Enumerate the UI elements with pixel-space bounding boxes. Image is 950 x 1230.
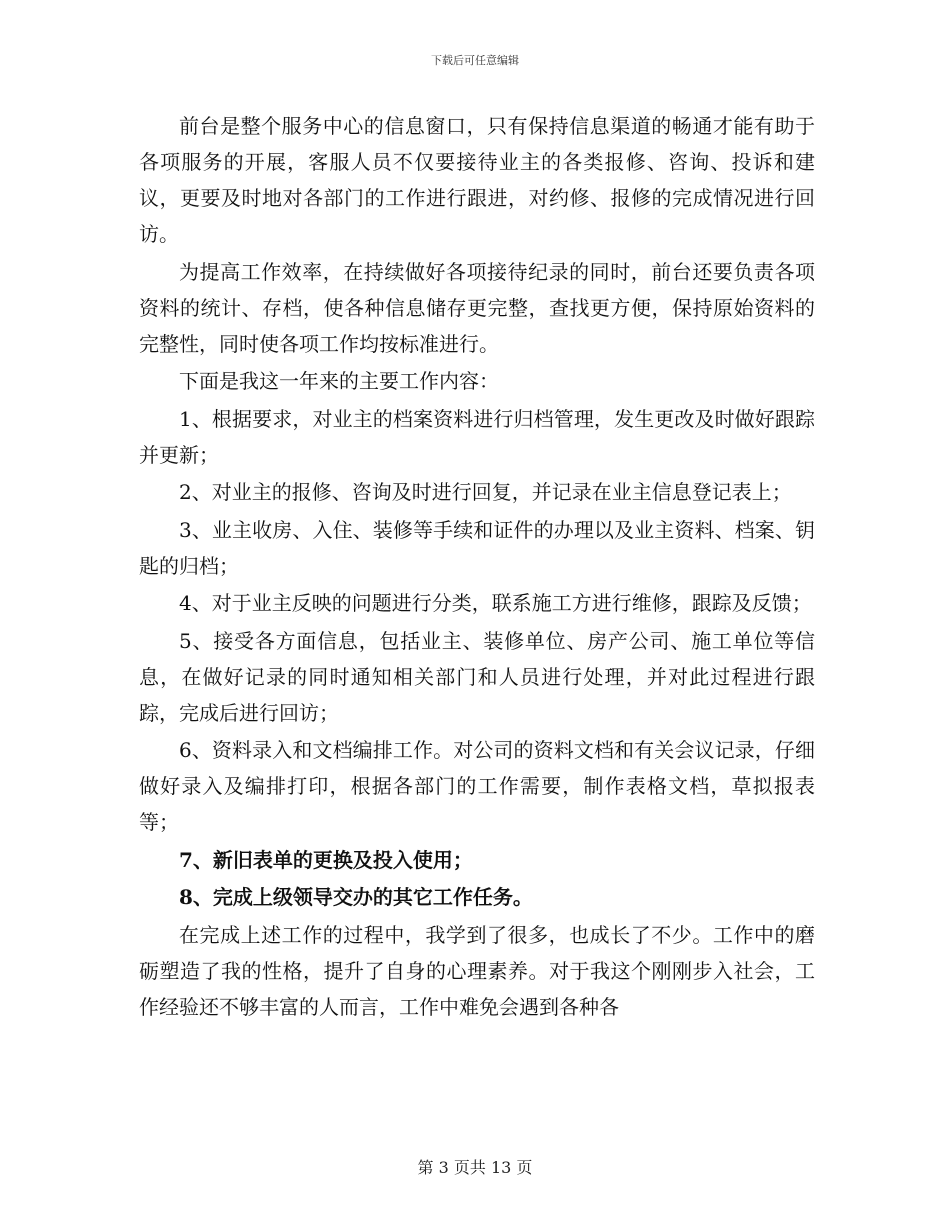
paragraph-reflection: 在完成上述工作的过程中，我学到了很多，也成长了不少。工作中的磨砺塑造了我的性格，提升了自身的心理素养。对于我这个刚刚步入社会，工作经验还不够丰富的人而言，工作中难免会遇到各种各: [139, 922, 815, 1019]
list-item-6: 6、资料录入和文档编排工作。对公司的资料文档和有关会议记录，仔细做好录入及编排打印，根据各部门的工作需要，制作表格文档，草拟报表等；: [139, 738, 815, 834]
paragraph-front-desk-role: 前台是整个服务中心的信息窗口，只有保持信息渠道的畅通才能有助于各项服务的开展，客服人员不仅要接待业主的各类报修、咨询、投诉和建议，更要及时地对各部门的工作进行跟进，对约修、报修的完成情况进行回访。: [139, 114, 815, 246]
list-item-4: 4、对于业主反映的问题进行分类，联系施工方进行维修，跟踪及反馈；: [179, 591, 812, 615]
list-item-2: 2、对业主的报修、咨询及时进行回复，并记录在业主信息登记表上；: [179, 480, 792, 504]
list-item-7: 7、新旧表单的更换及投入使用；: [179, 847, 473, 872]
document-body: [139, 108, 815, 1026]
list-item-3: 3、业主收房、入住、装修等手续和证件的办理以及业主资料、档案、钥匙的归档；: [139, 517, 815, 578]
list-item-8: 8、完成上级领导交办的其它工作任务。: [179, 885, 533, 909]
page-header: 下载后可任意编辑: [431, 54, 519, 67]
paragraph-work-intro: 下面是我这一年来的主要工作内容：: [179, 369, 499, 393]
list-item-5: 5、接受各方面信息，包括业主、装修单位、房产公司、施工单位等信息，在做好记录的同时通知相关部门和人员进行处理，并对此过程进行跟踪，完成后进行回访；: [139, 628, 815, 725]
page-footer: 第 3 页共 13 页: [417, 1158, 533, 1177]
list-item-1: 1、根据要求，对业主的档案资料进行归档管理，发生更改及时做好跟踪并更新；: [139, 406, 815, 467]
paragraph-efficiency: 为提高工作效率，在持续做好各项接待纪录的同时，前台还要负责各项资料的统计、存档，使各种信息储存更完整，查找更方便，保持原始资料的完整性，同时使各项工作均按标准进行。: [139, 259, 815, 356]
